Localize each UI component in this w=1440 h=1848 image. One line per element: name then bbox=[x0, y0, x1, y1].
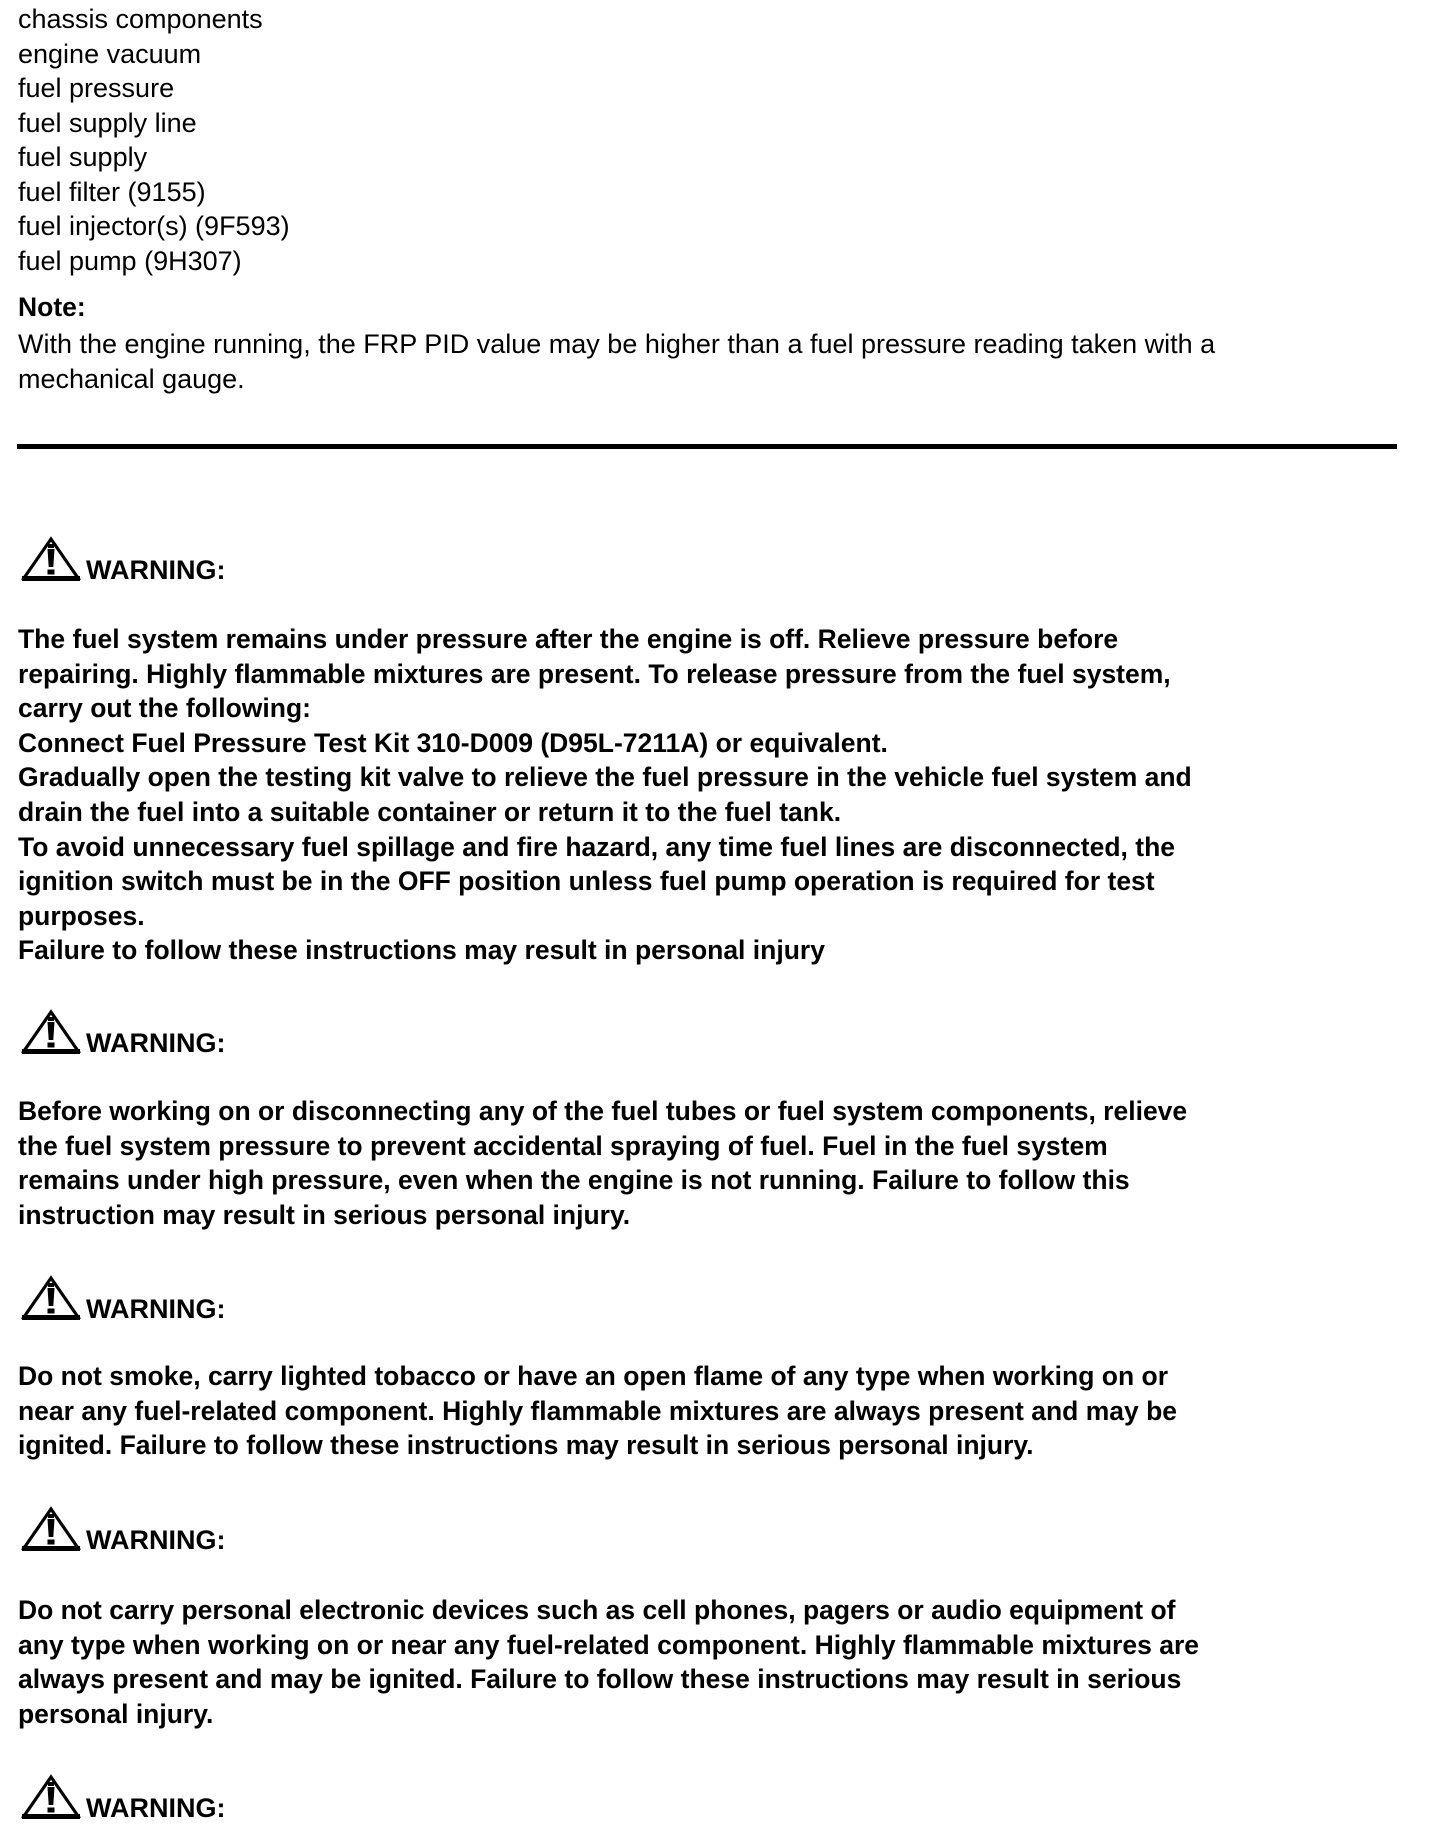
warning-text-line: ignition switch must be in the OFF position unless fuel pump operation is required for test bbox=[18, 866, 1155, 897]
warning-triangle-icon bbox=[20, 1774, 82, 1820]
warning-label: WARNING: bbox=[86, 1028, 226, 1058]
warning-text-line: remains under high pressure, even when the engine is not running. Failure to follow this bbox=[18, 1165, 1130, 1196]
list-item: fuel filter (9155) bbox=[18, 176, 206, 207]
warning-triangle-icon bbox=[20, 1275, 82, 1321]
warning-text-line: always present and may be ignited. Failure to follow these instructions may result in serious bbox=[18, 1664, 1182, 1695]
warning-heading bbox=[20, 1271, 226, 1324]
list-item: chassis components bbox=[18, 4, 263, 34]
warning-triangle-icon bbox=[20, 1506, 82, 1552]
warning-text-line: Gradually open the testing kit valve to relieve the fuel pressure in the vehicle fuel system and bbox=[18, 762, 1192, 793]
warning-label: WARNING: bbox=[86, 1294, 226, 1324]
note-text-line: mechanical gauge. bbox=[18, 364, 245, 394]
note-label: Note: bbox=[18, 292, 86, 322]
warning-text-line: Do not carry personal electronic devices such as cell phones, pagers or audio equipment of bbox=[18, 1595, 1176, 1625]
warning-text-line: the fuel system pressure to prevent accidental spraying of fuel. Fuel in the fuel system bbox=[18, 1130, 1108, 1161]
warning-text-line: carry out the following: bbox=[18, 693, 311, 724]
warning-heading bbox=[20, 532, 226, 585]
warning-text-line: ignited. Failure to follow these instructions may result in serious personal injury. bbox=[18, 1430, 1034, 1461]
warning-text-line: near any fuel-related component. Highly flammable mixtures are always present and may be bbox=[18, 1395, 1178, 1426]
warning-heading bbox=[20, 1770, 226, 1823]
warning-text-line: Before working on or disconnecting any of the fuel tubes or fuel system components, relieve bbox=[18, 1096, 1188, 1126]
warning-triangle-icon bbox=[20, 536, 82, 582]
warning-label: WARNING: bbox=[86, 1525, 226, 1555]
list-item: fuel supply line bbox=[18, 107, 197, 138]
warning-heading bbox=[20, 1005, 226, 1058]
warning-text-line: The fuel system remains under pressure after the engine is off. Relieve pressure before bbox=[18, 624, 1119, 654]
list-item: fuel pressure bbox=[18, 73, 175, 103]
warning-label: WARNING: bbox=[86, 555, 226, 585]
warning-text-line: To avoid unnecessary fuel spillage and fire hazard, any time fuel lines are disconnected, the bbox=[18, 831, 1176, 862]
warning-text-line: personal injury. bbox=[18, 1698, 214, 1729]
warning-text-line: purposes. bbox=[18, 900, 145, 931]
warning-text-line: instruction may result in serious personal injury. bbox=[18, 1199, 631, 1230]
warning-text-line: drain the fuel into a suitable container or return it to the fuel tank. bbox=[18, 797, 842, 827]
list-item: fuel injector(s) (9F593) bbox=[18, 211, 290, 241]
warning-triangle-icon bbox=[20, 1009, 82, 1055]
warning-text-line: Do not smoke, carry lighted tobacco or have an open flame of any type when working on or bbox=[18, 1361, 1169, 1391]
warning-text-line: repairing. Highly flammable mixtures are present. To release pressure from the fuel system, bbox=[18, 658, 1171, 689]
warning-label: WARNING: bbox=[86, 1793, 226, 1823]
horizontal-divider bbox=[17, 444, 1397, 449]
list-item: fuel supply bbox=[18, 142, 148, 172]
list-item: engine vacuum bbox=[18, 38, 202, 69]
warning-text-line: any type when working on or near any fuel-related component. Highly flammable mixtures are bbox=[18, 1629, 1199, 1660]
list-item: fuel pump (9H307) bbox=[18, 245, 242, 276]
note-text-line: With the engine running, the FRP PID value may be higher than a fuel pressure reading taken with a bbox=[18, 329, 1216, 359]
warning-text-line: Connect Fuel Pressure Test Kit 310-D009 (D95L-7211A) or equivalent. bbox=[18, 727, 888, 758]
warning-text-line: Failure to follow these instructions may result in personal injury bbox=[18, 935, 825, 966]
warning-heading bbox=[20, 1502, 226, 1555]
